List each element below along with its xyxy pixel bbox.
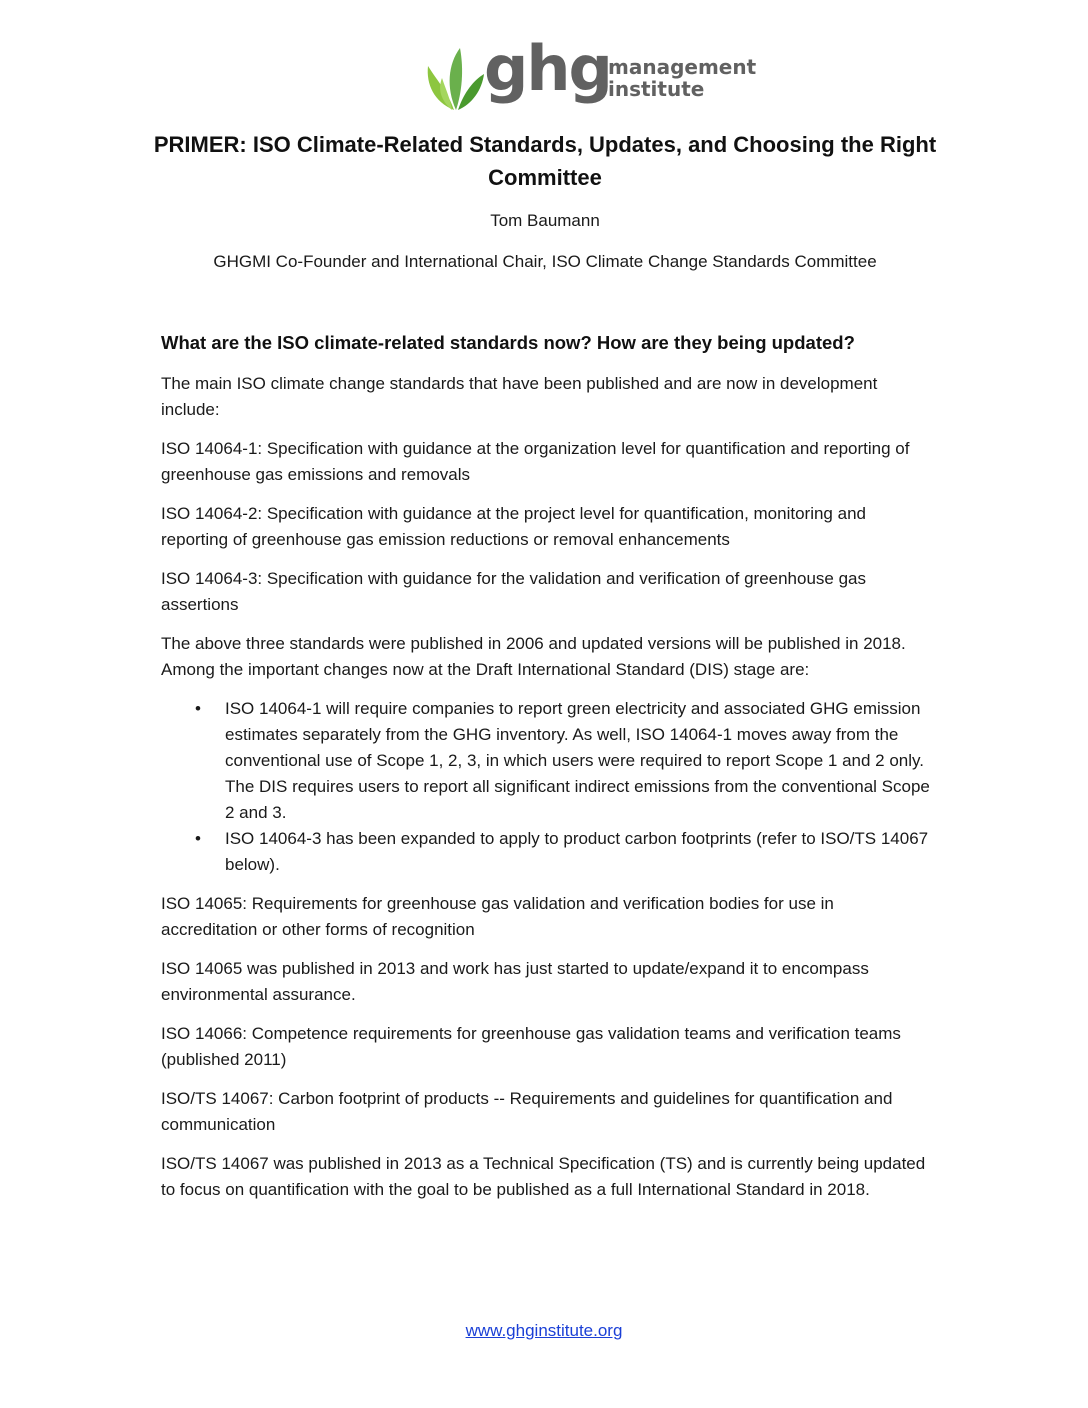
- logo-line-1: management: [608, 55, 757, 79]
- leaf-icon: [424, 44, 486, 114]
- author-name: Tom Baumann: [490, 211, 600, 230]
- author-affiliation: GHGMI Co-Founder and International Chair, ISO Climate Change Standards Committee: [213, 252, 877, 271]
- changes-list: [161, 696, 931, 878]
- paragraph: ISO 14065 was published in 2013 and work has just started to update/expand it to encompass environmental assurance.: [161, 959, 869, 1004]
- paragraph: ISO 14064-1: Specification with guidance at the organization level for quantification and reporting of greenhouse gas emissions and removals: [161, 439, 910, 484]
- paragraph: The main ISO climate change standards that have been published and are now in development include:: [161, 374, 878, 419]
- ghg-logo: [424, 32, 764, 118]
- list-item: • ISO 14064-1 will require companies to report green electricity and associated GHG emission estimates separately from the GHG inventory. As well, ISO 14064-1 moves away from the conventional use of Scope 1, 2, 3, in which users were required to report Scope 1 and 2 only. The DIS requires users to report all significant indirect emissions from the conventional Scope 2 and 3.: [225, 696, 931, 826]
- paragraph: ISO 14064-2: Specification with guidance at the project level for quantification, monitoring and reporting of greenhouse gas emission reductions or removal enhancements: [161, 504, 866, 549]
- paragraph: ISO/TS 14067: Carbon footprint of products -- Requirements and guidelines for quantification and communication: [161, 1089, 893, 1134]
- website-link[interactable]: www.ghginstitute.org: [465, 1321, 623, 1340]
- paragraph: ISO 14066: Competence requirements for greenhouse gas validation teams and verification teams (published 2011): [161, 1024, 901, 1069]
- logo-line-2: institute: [608, 77, 705, 101]
- logo-subtitle: [608, 56, 756, 100]
- section-heading: What are the ISO climate-related standards now? How are they being updated?: [161, 332, 855, 353]
- paragraph: ISO 14065: Requirements for greenhouse gas validation and verification bodies for use in accreditation or other forms of recognition: [161, 894, 834, 939]
- document-title: PRIMER: ISO Climate-Related Standards, Updates, and Choosing the Right Committee: [153, 132, 937, 190]
- paragraph: The above three standards were published in 2006 and updated versions will be published in 2018. Among the important changes now at the Draft International Standard (DIS) stage are:: [161, 634, 906, 679]
- paragraph: ISO/TS 14067 was published in 2013 as a Technical Specification (TS) and is currently being updated to focus on quantification with the goal to be published as a full International Standard in 2018.: [161, 1154, 926, 1199]
- paragraph: ISO 14064-3: Specification with guidance for the validation and verification of greenhouse gas assertions: [161, 569, 867, 614]
- logo-mark: ghg: [484, 32, 611, 105]
- list-item: • ISO 14064-3 has been expanded to apply to product carbon footprints (refer to ISO/TS 14067 below).: [225, 826, 931, 878]
- document-body: [161, 330, 931, 1216]
